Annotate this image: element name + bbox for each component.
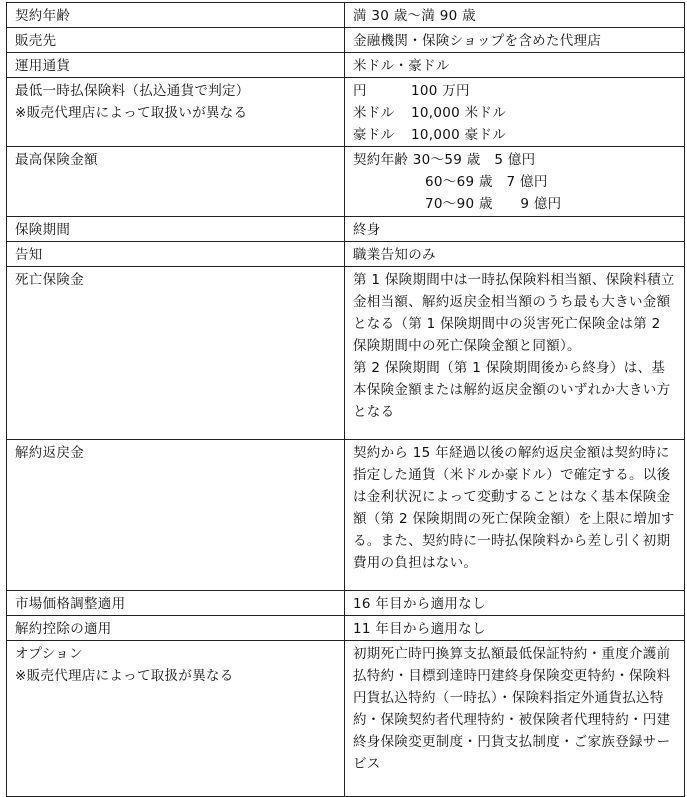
row-value: 職業告知のみ <box>345 242 685 267</box>
min-premium-yen: 円 100 万円 <box>353 83 470 99</box>
row-label: 解約返戻金 <box>7 440 345 591</box>
table-row-surrender-value <box>7 440 685 591</box>
table-row-contract-age <box>7 3 685 28</box>
row-label: 死亡保険金 <box>7 267 345 440</box>
table-row-surrender-deduction <box>7 616 685 641</box>
row-label: 運用通貨 <box>7 53 345 78</box>
row-label: 市場価格調整適用 <box>7 591 345 616</box>
row-value: 初期死亡時円換算支払額最低保証特約・重度介護前払特約・目標到達時円建終身保険変更特約・保険料円貨払込特約（一時払）・保険料指定外通貨払込特約・保険契約者代理特約・被保険者代理特約・円建終身保険変更制度・円貨支払制度・ご家族登録サービス <box>345 641 685 797</box>
row-value: 契約から 15 年経過以後の解約返戻金額は契約時に指定した通貨（米ドルか豪ドル）で確定する。以後は金利状況によって変動することはなく基本保険金額（第 2 保険期間の死亡保険金額）を上限に増加する。また、契約時に一時払保険料から差し引く初期費用の負担はない。 <box>345 440 685 591</box>
table-row-min-premium <box>7 78 685 147</box>
row-value: 終身 <box>345 217 685 242</box>
min-premium-aud: 豪ドル 10,000 豪ドル <box>353 127 507 143</box>
product-spec-table <box>6 2 685 797</box>
row-label: 解約控除の適用 <box>7 616 345 641</box>
row-value: 16 年目から適用なし <box>345 591 685 616</box>
table-row-market-value-adjustment <box>7 591 685 616</box>
table-row-insurance-period <box>7 217 685 242</box>
table-row-sales-channel <box>7 28 685 53</box>
row-value: 11 年目から適用なし <box>345 616 685 641</box>
row-value <box>345 78 685 147</box>
row-label: 最高保険金額 <box>7 147 345 217</box>
row-value: 契約年齢 30～59 歳 5 億円 60～69 歳 7 億円 70～90 歳 9 億円 <box>345 147 685 217</box>
row-value: 金融機関・保険ショップを含めた代理店 <box>345 28 685 53</box>
row-value: 米ドル・豪ドル <box>345 53 685 78</box>
row-label: 保険期間 <box>7 217 345 242</box>
row-label: 最低一時払保険料（払込通貨で判定） ※販売代理店によって取扱いが異なる <box>7 78 345 147</box>
row-label: 告知 <box>7 242 345 267</box>
row-label: オプション ※販売代理店によって取扱が異なる <box>7 641 345 797</box>
table-row-disclosure <box>7 242 685 267</box>
row-value: 第 1 保険期間中は一時払保険料相当額、保険料積立金相当額、解約返戻金相当額のうち最も大きい金額となる（第 1 保険期間中の災害死亡保険金は第 2 保険期間中の死亡保険金額と同額）。 第 2 保険期間（第 1 保険期間後から終身）は、基本保険金額または解約返戻金額のいずれか大きい方となる <box>345 267 685 440</box>
table-row-max-insured <box>7 147 685 217</box>
table-row-death-benefit <box>7 267 685 440</box>
row-label: 販売先 <box>7 28 345 53</box>
min-premium-usd: 米ドル 10,000 米ドル <box>353 105 507 121</box>
row-label: 契約年齢 <box>7 3 345 28</box>
table-row-options <box>7 641 685 797</box>
table-row-currency <box>7 53 685 78</box>
row-value: 満 30 歳～満 90 歳 <box>345 3 685 28</box>
